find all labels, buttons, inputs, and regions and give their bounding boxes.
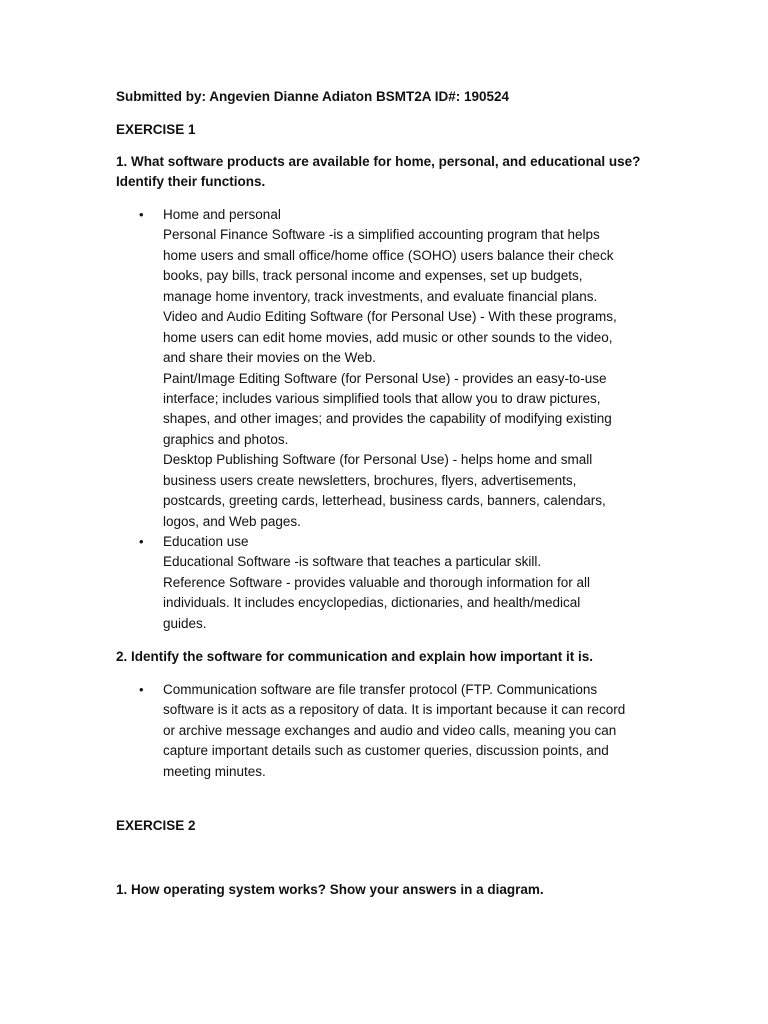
paragraph-line: software is it acts as a repository of data. It is important because it can record: [163, 702, 626, 718]
paragraph-line: Personal Finance Software -is a simplified accounting program that helps: [163, 227, 600, 243]
education-title: Education use: [163, 534, 249, 549]
paragraph-line: individuals. It includes encyclopedias, dictionaries, and health/medical: [163, 595, 581, 611]
paragraph-line: books, pay bills, track personal income and expenses, set up budgets,: [163, 268, 583, 284]
paragraph-line: home users and small office/home office (SOHO) users balance their check: [163, 247, 614, 263]
paragraph-line: meeting minutes.: [163, 763, 266, 779]
paragraph-line: Video and Audio Editing Software (for Personal Use) - With these programs,: [163, 309, 617, 325]
exercise-2-heading: EXERCISE 2: [116, 818, 196, 833]
submitted-by-line: Submitted by: Angevien Dianne Adiaton BSMT2A ID#: 190524: [116, 89, 510, 104]
question-1-line-2: Identify their functions.: [116, 174, 266, 189]
paragraph-line: Paint/Image Editing Software (for Personal Use) - provides an easy-to-use: [163, 370, 607, 386]
question-2-line-1: 2. Identify the software for communication and explain how important it is.: [116, 649, 594, 664]
communication-section: [139, 680, 626, 782]
paragraph-line: and share their movies on the Web.: [163, 350, 376, 366]
paragraph-line: Communication software are file transfer protocol (FTP. Communications: [163, 682, 598, 697]
paragraph-line: or archive message exchanges and audio and video calls, meaning you can: [163, 722, 617, 738]
bullet-icon: •: [139, 207, 144, 222]
paragraph-line: Desktop Publishing Software (for Personal Use) - helps home and small: [163, 452, 593, 468]
paragraph-line: capture important details such as customer queries, discussion points, and: [163, 743, 609, 759]
paragraph-line: manage home inventory, track investments, and evaluate financial plans.: [163, 288, 598, 304]
paragraph-line: guides.: [163, 615, 207, 631]
home-personal-title: Home and personal: [163, 207, 281, 222]
exercise-1-heading: EXERCISE 1: [116, 122, 196, 137]
paragraph-line: business users create newsletters, brochures, flyers, advertisements,: [163, 472, 577, 488]
bullet-icon: •: [139, 534, 144, 549]
paragraph-line: shapes, and other images; and provides the capability of modifying existing: [163, 411, 612, 427]
bullet-icon: •: [139, 682, 144, 697]
paragraph-line: logos, and Web pages.: [163, 513, 301, 529]
paragraph-line: graphics and photos.: [163, 431, 289, 447]
paragraph-line: postcards, greeting cards, letterhead, business cards, banners, calendars,: [163, 493, 606, 509]
exercise-2-question-1: 1. How operating system works? Show your answers in a diagram.: [116, 882, 544, 897]
question-1-line-1: 1. What software products are available for home, personal, and educational use?: [116, 154, 641, 169]
paragraph-line: interface; includes various simplified tools that allow you to draw pictures,: [163, 390, 601, 406]
home-personal-section: [139, 205, 617, 634]
paragraph-line: Reference Software - provides valuable and thorough information for all: [163, 574, 590, 590]
paragraph-line: home users can edit home movies, add music or other sounds to the video,: [163, 329, 613, 345]
paragraph-line: Educational Software -is software that teaches a particular skill.: [163, 554, 542, 570]
